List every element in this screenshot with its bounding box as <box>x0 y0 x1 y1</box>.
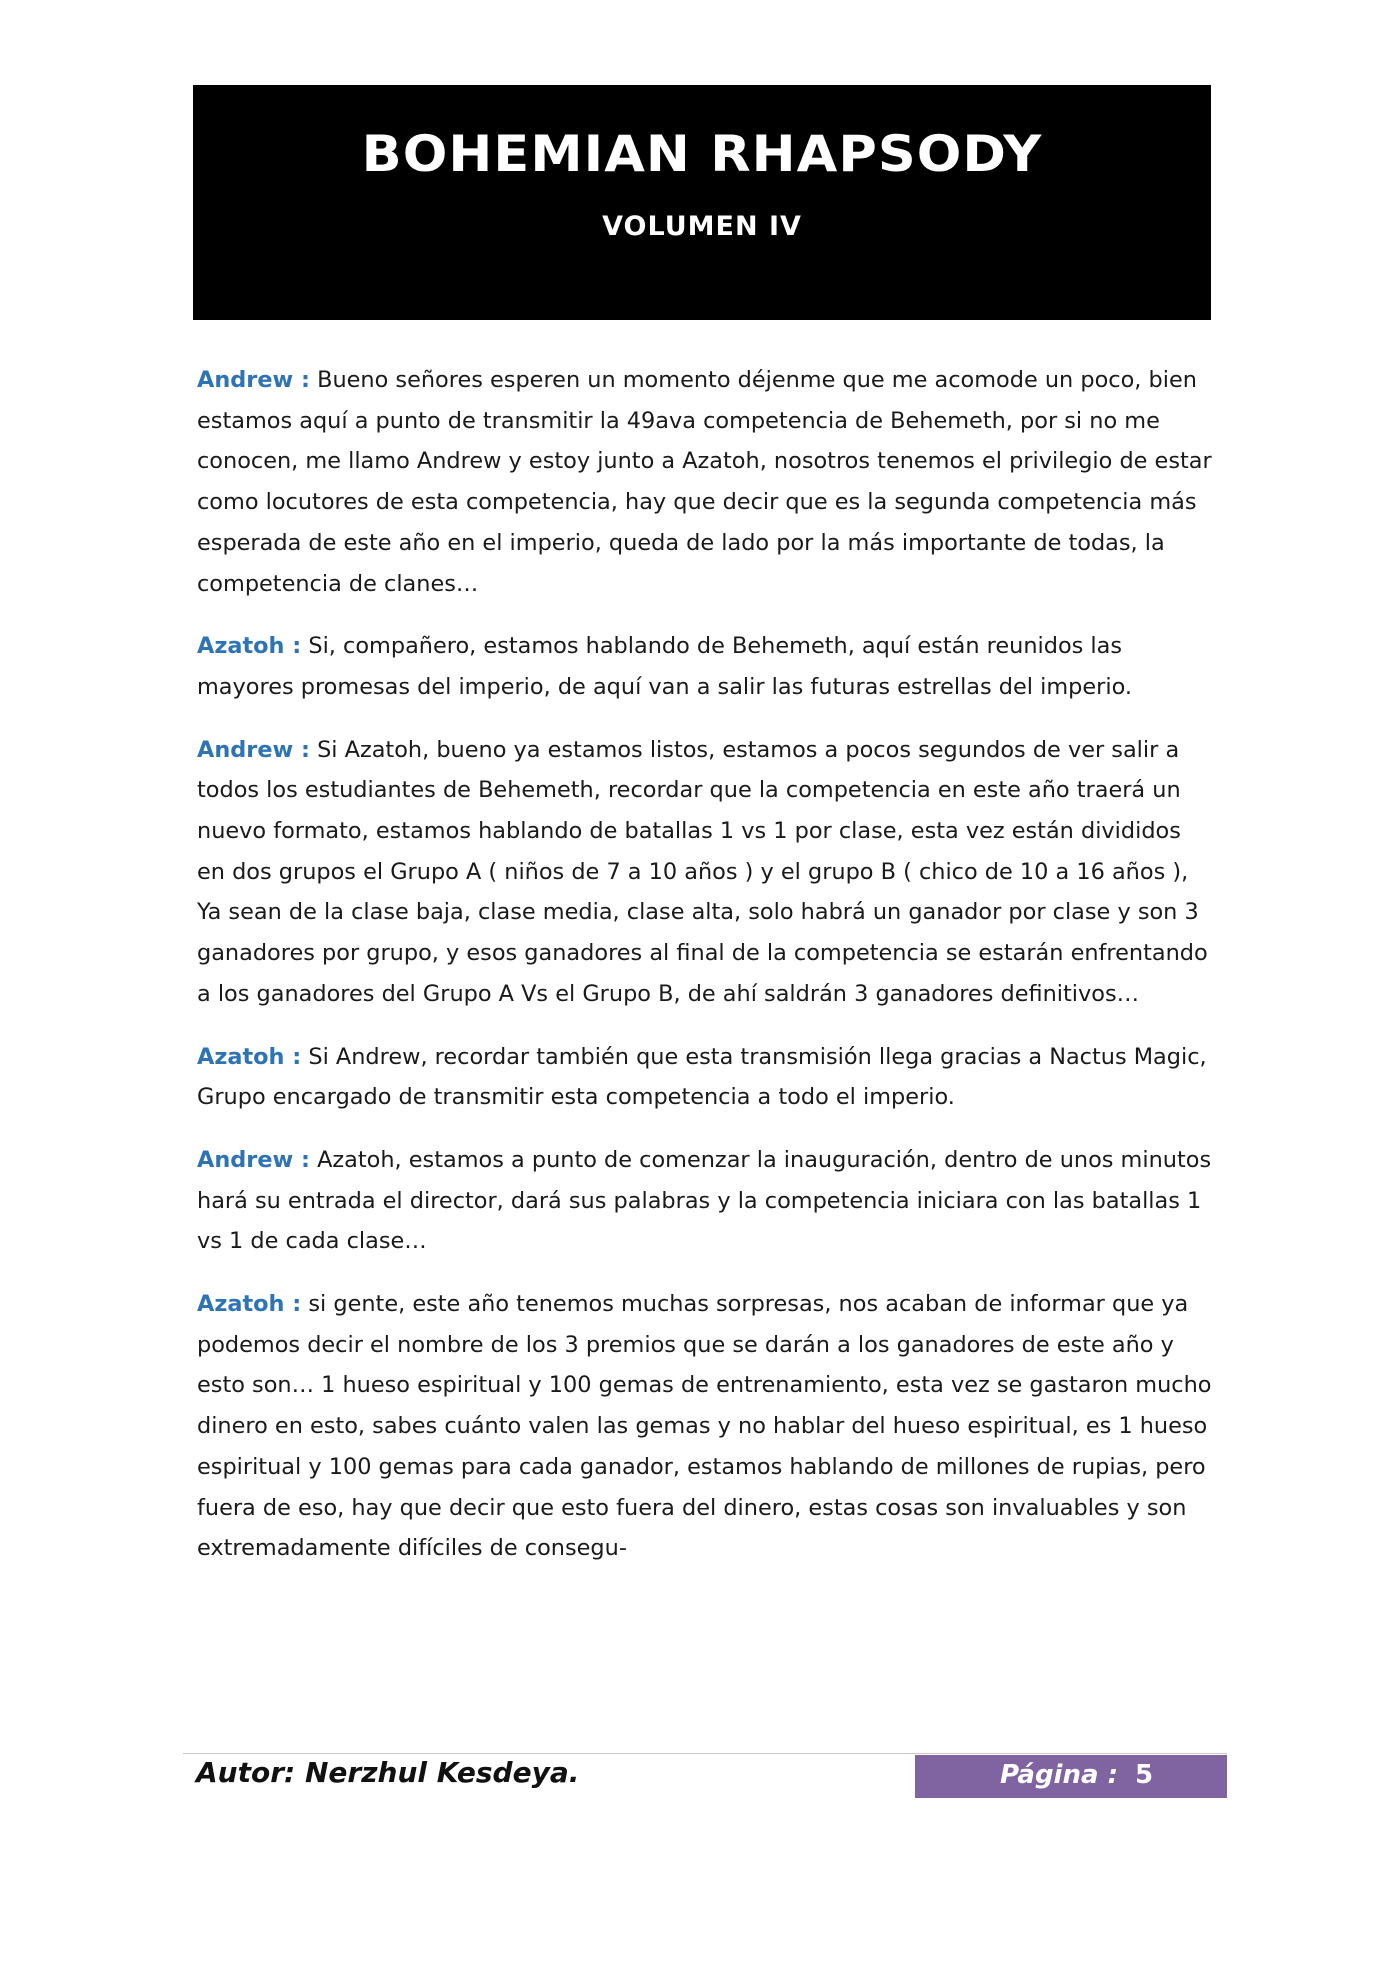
dialogue-paragraph <box>197 360 1213 604</box>
dialogue-text: Si Azatoh, bueno ya estamos listos, estamos a pocos segundos de ver salir a todos los estudiantes de Behemeth, recordar que la competencia en este año traerá un nuevo formato, estamos hablando de batallas 1 vs 1 por clase, esta vez están divididos en dos grupos el Grupo A ( niños de 7 a 10 años ) y el grupo B ( chico de 10 a 16 años ), Ya sean de la clase baja, clase media, clase alta, solo habrá un ganador por clase y son 3 ganadores por grupo, y esos ganadores al final de la competencia se estarán enfrentando a los ganadores del Grupo A Vs el Grupo B, de ahí saldrán 3 ganadores definitivos… <box>197 736 1208 1007</box>
volume-subtitle: VOLUMEN IV <box>602 211 802 242</box>
dialogue-text: Azatoh, estamos a punto de comenzar la inauguración, dentro de unos minutos hará su entrada el director, dará sus palabras y la competencia iniciara con las batallas 1 vs 1 de cada clase… <box>197 1146 1212 1255</box>
speaker-name: Azatoh : <box>197 1043 302 1070</box>
dialogue-paragraph <box>197 1037 1213 1118</box>
page-number-box <box>915 1755 1227 1798</box>
speaker-name: Andrew : <box>197 736 310 763</box>
speaker-name: Azatoh : <box>197 633 302 660</box>
dialogue-paragraph <box>197 1284 1213 1569</box>
title-banner <box>193 85 1211 320</box>
dialogue-text: Si, compañero, estamos hablando de Behemeth, aquí están reunidos las mayores promesas del imperio, de aquí van a salir las futuras estrellas del imperio. <box>197 633 1133 700</box>
speaker-name: Andrew : <box>197 367 310 393</box>
book-title: BOHEMIAN RHAPSODY <box>361 125 1043 183</box>
footer-author: Autor: Nerzhul Kesdeya. <box>196 1756 580 1789</box>
dialogue-paragraph <box>197 1140 1213 1262</box>
dialogue-body <box>197 360 1213 1591</box>
page-number: 5 <box>1135 1760 1154 1790</box>
footer-divider <box>183 1753 1227 1754</box>
page-label: Página : <box>1000 1760 1118 1790</box>
dialogue-text: Si Andrew, recordar también que esta transmisión llega gracias a Nactus Magic, Grupo encargado de transmitir esta competencia a todo el imperio. <box>197 1043 1207 1111</box>
speaker-name: Azatoh : <box>197 1291 302 1318</box>
dialogue-paragraph <box>197 626 1213 707</box>
dialogue-text: si gente, este año tenemos muchas sorpresas, nos acaban de informar que ya podemos decir el nombre de los 3 premios que se darán a los ganadores de este año y esto son… 1 hueso espiritual y 100 gemas de entrenamiento, esta vez se gastaron mucho dinero en esto, sabes cuánto valen las gemas y no hablar del hueso espiritual, es 1 hueso espiritual y 100 gemas para cada ganador, estamos hablando de millones de rupias, pero fuera de eso, hay que decir que esto fuera del dinero, estas cosas son invaluables y son extremadamente difíciles de consegu- <box>197 1291 1212 1562</box>
dialogue-paragraph <box>197 730 1213 1015</box>
speaker-name: Andrew : <box>197 1146 310 1173</box>
dialogue-text: Bueno señores esperen un momento déjenme que me acomode un poco, bien estamos aquí a punto de transmitir la 49ava competencia de Behemeth, por si no me conocen, me llamo Andrew y estoy junto a Azatoh, nosotros tenemos el privilegio de estar como locutores de esta competencia, hay que decir que es la segunda competencia más esperada de este año en el imperio, queda de lado por la más importante de todas, la competencia de clanes… <box>197 367 1212 597</box>
